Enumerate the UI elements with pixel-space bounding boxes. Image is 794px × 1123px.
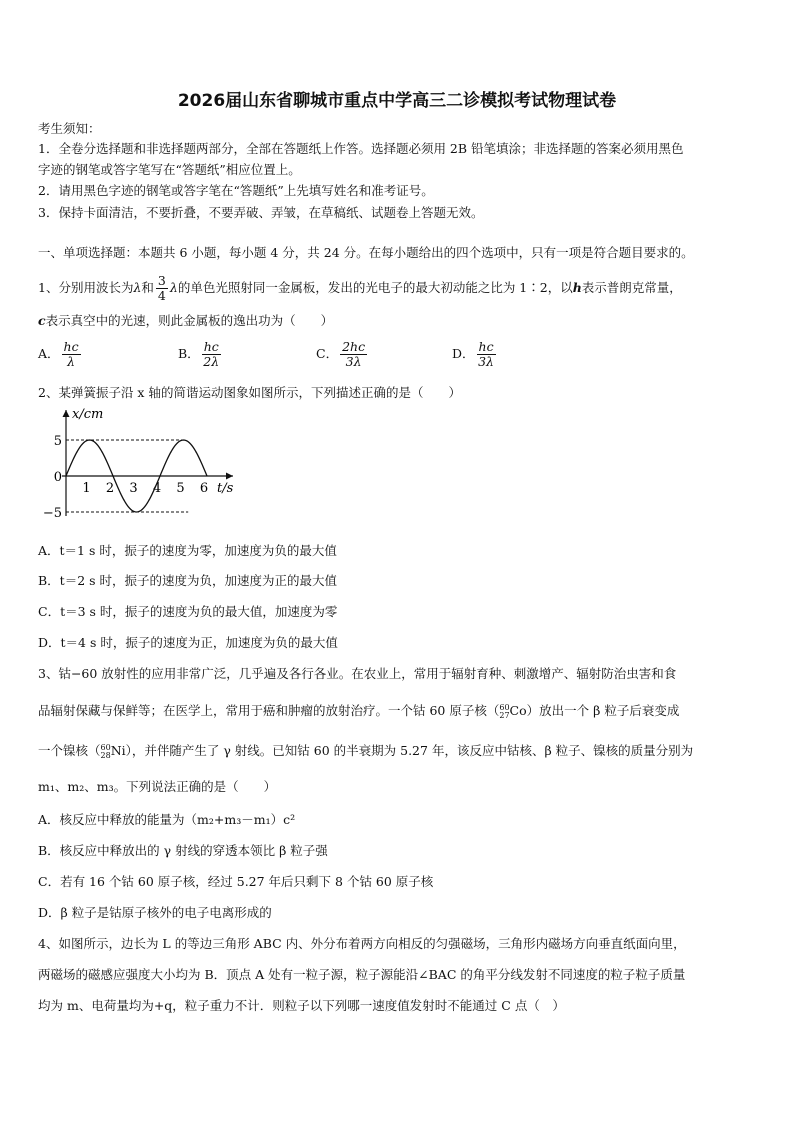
- q1-option-d[interactable]: [452, 340, 498, 369]
- x-tick-label: 1: [82, 481, 91, 496]
- q3-option-c[interactable]: C．若有 16 个钴 60 原子核，经过 5.27 年后只剩下 8 个钴 60 原子核: [38, 874, 434, 889]
- notice-item-1-cont: 字迹的钢笔或答字笔写在“答题纸”相应位置上。: [38, 162, 301, 177]
- option-label: D．: [452, 346, 475, 361]
- fraction: [62, 340, 81, 369]
- cobalt-nuclide: [499, 702, 526, 720]
- frac-numerator: 2hc: [342, 339, 366, 354]
- option-label: B．: [178, 346, 200, 361]
- element-symbol: Co: [509, 703, 527, 718]
- question-4-line-2: 两磁场的磁感应强度大小均为 B．顶点 A 处有一粒子源，粒子源能沿∠BAC 的角平分线发射不同速度的粒子粒子质量: [38, 967, 686, 982]
- frac-numerator: hc: [203, 339, 219, 354]
- question-3-line-1: 3、钴−60 放射性的应用非常广泛，几乎遍及各行各业。在农业上，常用于辐射育种、刺激增产、辐射防治虫害和食: [38, 666, 677, 681]
- fraction: [477, 340, 496, 369]
- q2-option-a[interactable]: A．t＝1 s 时，振子的速度为零，加速度为负的最大值: [38, 543, 337, 558]
- frac-numerator: hc: [63, 339, 79, 354]
- notice-heading: 考生须知：: [38, 121, 101, 136]
- option-label: C．: [316, 346, 339, 361]
- q3-text: 品辐射保藏与保鲜等；在医学上，常用于癌和肿瘤的放射治疗。一个钴 60 原子核（: [38, 703, 500, 718]
- y-tick-label: 0: [53, 470, 62, 485]
- q1-text: 和: [141, 280, 154, 295]
- h-symbol: h: [572, 280, 582, 295]
- question-4-line-1: 4、如图所示，边长为 L 的等边三角形 ABC 内、外分布着两方向相反的匀强磁场，三角形内磁场方向垂直纸面向里，: [38, 936, 686, 951]
- q1-text: 表示真空中的光速，则此金属板的逸出功为（ ）: [45, 313, 334, 328]
- frac-denominator: 3λ: [345, 354, 362, 369]
- q2-option-c[interactable]: C．t＝3 s 时，振子的速度为负的最大值，加速度为零: [38, 604, 338, 619]
- section-heading: 一、单项选择题：本题共 6 小题，每小题 4 分，共 24 分。在每小题给出的四个选项中，只有一项是符合题目要求的。: [38, 245, 694, 260]
- fraction: [340, 340, 367, 369]
- x-axis-label: t/s: [217, 481, 234, 496]
- x-tick-label: 4: [152, 481, 162, 496]
- q2-option-d[interactable]: D．t＝4 s 时，振子的速度为正，加速度为负的最大值: [38, 635, 338, 650]
- atomic-number: 27: [499, 710, 510, 720]
- question-3-line-4: m₁、m₂、m₃。下列说法正确的是（ ）: [38, 779, 277, 794]
- notice-item-2: 2．请用黑色字迹的钢笔或答字笔在“答题纸”上先填写姓名和准考证号。: [38, 183, 434, 198]
- mass-number: 60: [100, 742, 111, 752]
- frac-numerator: hc: [478, 339, 494, 354]
- q3-option-b[interactable]: B．核反应中释放出的 γ 射线的穿透本领比 β 粒子强: [38, 843, 328, 858]
- q1-option-b[interactable]: [178, 340, 223, 369]
- nickel-nuclide: [101, 742, 126, 760]
- page-title: 2026届山东省聊城市重点中学高三二诊模拟考试物理试卷: [177, 91, 617, 111]
- question-1-stem: [38, 274, 758, 303]
- frac-denominator: λ: [67, 354, 76, 369]
- lambda-symbol: λ: [133, 280, 142, 295]
- q1-option-c[interactable]: [316, 340, 369, 369]
- q2-option-b[interactable]: B．t＝2 s 时，振子的速度为负，加速度为正的最大值: [38, 573, 338, 588]
- mass-number: 60: [499, 702, 510, 712]
- q1-text: 的单色光照射同一金属板，发出的光电子的最大初动能之比为 1∶2，以: [177, 280, 573, 295]
- lambda-symbol: λ: [169, 280, 178, 295]
- shm-graph: [34, 404, 264, 526]
- c-symbol: c: [38, 313, 46, 328]
- y-tick-label: 5: [53, 434, 62, 449]
- element-symbol: Ni: [110, 743, 126, 758]
- q1-text: 表示普朗克常量，: [581, 280, 682, 295]
- q1-text: 1、分别用波长为: [38, 280, 134, 295]
- frac-denominator: 4: [157, 288, 166, 303]
- question-3-line-3: [38, 742, 758, 760]
- q3-option-a[interactable]: A．核反应中释放的能量为（m₂+m₃－m₁）c²: [38, 812, 296, 827]
- fraction: [202, 340, 221, 369]
- question-2-stem: 2、某弹簧振子沿 x 轴的简谐运动图象如图所示，下列描述正确的是（ ）: [38, 385, 461, 400]
- option-label: A．: [38, 346, 60, 361]
- question-1-stem-cont: [38, 312, 758, 330]
- y-tick-label: −5: [42, 506, 62, 521]
- q3-option-d[interactable]: D．β 粒子是钴原子核外的电子电离形成的: [38, 905, 272, 920]
- q1-option-a[interactable]: [38, 340, 83, 369]
- x-tick-label: 2: [105, 481, 115, 496]
- x-tick-label: 3: [129, 481, 138, 496]
- q3-text: ）放出一个 β 粒子后衰变成: [526, 703, 680, 718]
- question-4-line-3: 均为 m、电荷量均为+q，粒子重力不计．则粒子以下列哪一速度值发射时不能通过 C 点（ ）: [38, 998, 565, 1013]
- notice-item-1: 1．全卷分选择题和非选择题两部分，全部在答题纸上作答。选择题必须用 2B 铅笔填涂；非选择题的答案必须用黑色: [38, 141, 684, 156]
- notice-item-3: 3．保持卡面清洁，不要折叠，不要弄破、弄皱，在草稿纸、试题卷上答题无效。: [38, 205, 484, 220]
- y-axis-label: x/cm: [72, 407, 104, 422]
- frac-denominator: 3λ: [478, 354, 494, 369]
- x-tick-label: 5: [176, 481, 185, 496]
- frac-numerator: 3: [157, 273, 166, 288]
- question-3-line-2: [38, 702, 758, 720]
- q3-text: 一个镍核（: [38, 743, 101, 758]
- fraction: [156, 274, 168, 303]
- q3-text: ），并伴随产生了 γ 射线。已知钴 60 的半衰期为 5.27 年，该反应中钴核、β 粒子、镍核的质量分别为: [125, 743, 694, 758]
- x-tick-label: 6: [199, 481, 209, 496]
- frac-denominator: 2λ: [203, 354, 220, 369]
- atomic-number: 28: [100, 750, 111, 760]
